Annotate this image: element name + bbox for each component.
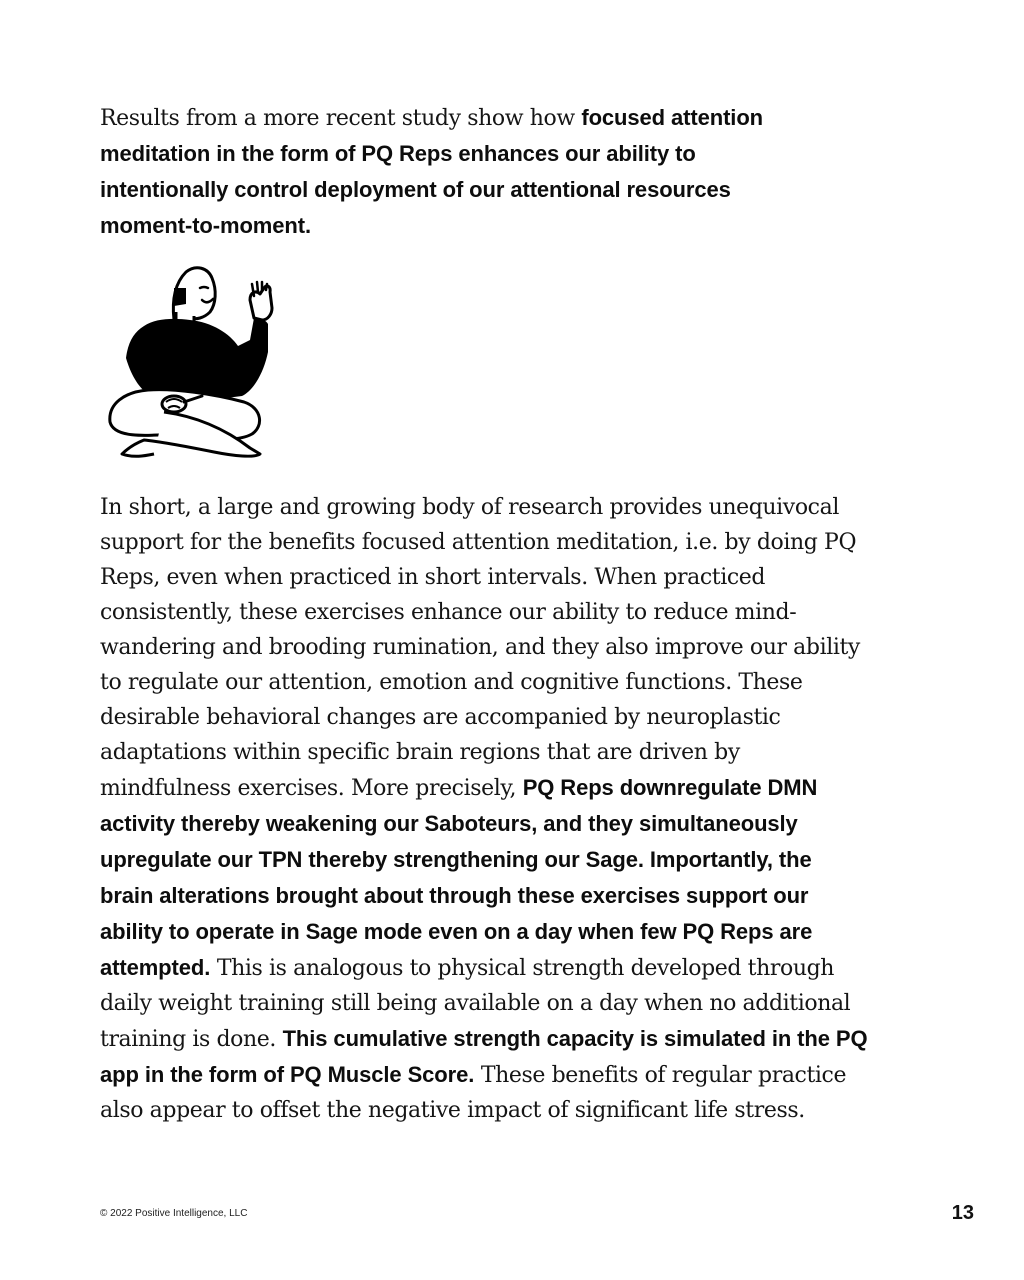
page-number: 13 — [951, 1202, 974, 1224]
meditating-person-icon — [104, 262, 276, 462]
intro-paragraph — [100, 100, 800, 244]
body-text-2: This is analogous to physical strength developed through daily weight training still being available on a day when no additional training is done. — [100, 956, 851, 1052]
intro-emphasis-text: focused attention meditation in the form of PQ Reps enhances our ability to intentionally control deployment of our attentional resources moment-to-moment. — [100, 105, 763, 238]
body-text-3: These benefits of regular practice also appear to offset the negative impact of significant life stress. — [100, 1063, 847, 1123]
body-paragraph — [100, 490, 870, 1128]
body-bold-1: PQ Reps downregulate DMN activity thereby weakening our Saboteurs, and they simultaneously upregulate our TPN thereby strengthening our Sage. Importantly, the brain alterations brought about through these exercises support our ability to operate in Sage mode even on a day when few PQ Reps are attempted. — [100, 775, 818, 980]
body-bold-2: This cumulative strength capacity is simulated in the PQ app in the form of PQ Muscle Score. — [100, 1026, 868, 1087]
body-text-1: In short, a large and growing body of research provides unequivocal support for the benefits focused attention meditation, i.e. by doing PQ Reps, even when practiced in short intervals. When practiced consistently, these exercises enhance our ability to reduce mind-wandering and brooding rumination, and they also improve our ability to regulate our attention, emotion and cognitive functions. These desirable behavioral changes are accompanied by neuroplastic adaptations within specific brain regions that are driven by mindfulness exercises. More precisely, — [100, 495, 860, 801]
intro-lead-text: Results from a more recent study show how — [100, 106, 582, 131]
copyright-notice: © 2022 Positive Intelligence, LLC — [100, 1208, 248, 1219]
